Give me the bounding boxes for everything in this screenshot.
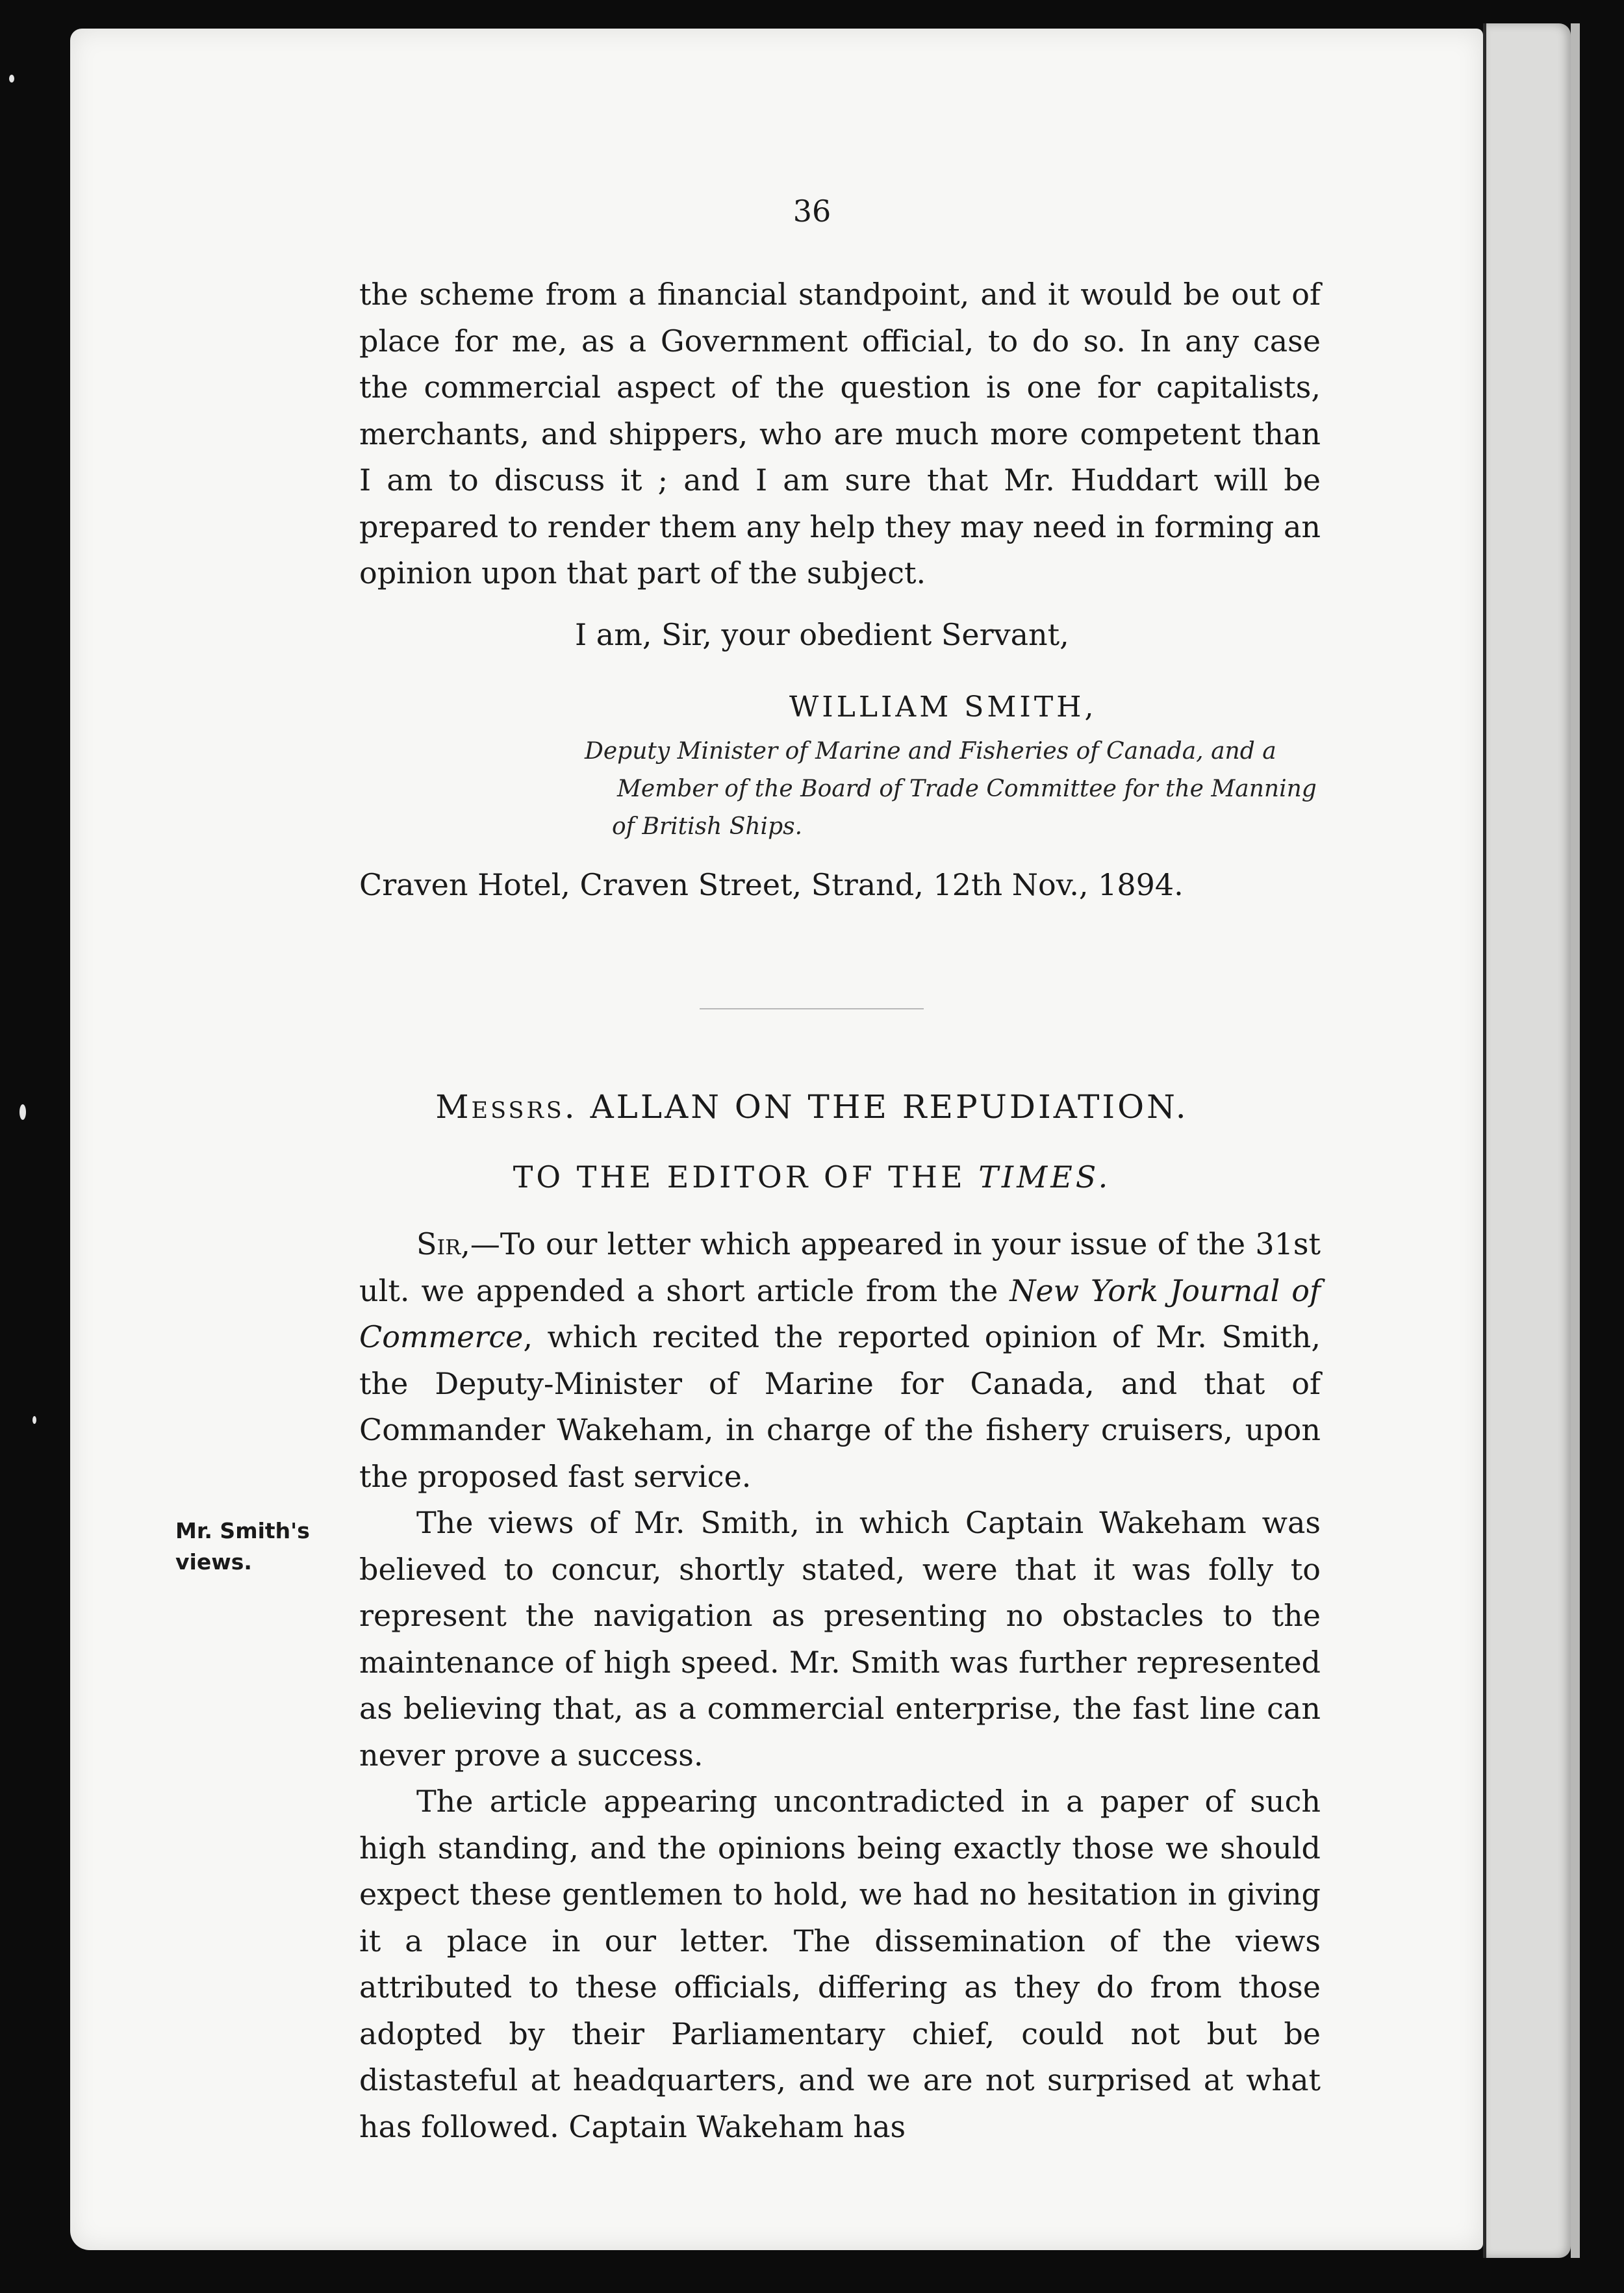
page-number: 36: [793, 194, 831, 229]
margin-note: [175, 1515, 310, 1578]
paragraph: The views of Mr. Smith, in which Captain Wakeham was believed to concur, shortly stated, were that it was folly to represent the navigation as presenting no obstacles to the maintenance of high speed. Mr. Smith was further represented as believing that, as a commercial enterprise, the fast line can never prove a success.: [359, 1505, 1321, 1773]
letter-continuation-text: the scheme from a financial standpoint, and it would be out of place for me, as a Government official, to do so. In any case the commercial aspect of the question is one for capitalists, merchants, and shippers, who are much more competent than I am to discuss it ; and I am sure that Mr. Huddart will be prepared to render them any help they may need in forming an opinion upon that part of the subject.: [359, 277, 1321, 590]
speck: [32, 1416, 36, 1424]
subheading-italic: TIMES.: [978, 1159, 1111, 1195]
signatory-title-line: Deputy Minister of Marine and Fisheries of Canada, and a: [585, 738, 1276, 765]
page-edge: [1483, 23, 1571, 2258]
margin-note-line: views.: [175, 1549, 252, 1575]
letter-address: Craven Hotel, Craven Street, Strand, 12th Nov., 1894.: [359, 867, 1184, 902]
paragraph: The article appearing uncontradicted in a paper of such high standing, and the opinions being exactly those we should expect these gentlemen to hold, we had no hesitation in giving it a place in our letter. The dissemination of the views attributed to these officials, differing as they do from those adopted by their Parliamentary chief, could not but be distasteful at headquarters, and we are not surprised at what has followed. Captain Wakeham has: [359, 1784, 1321, 2144]
section-divider: [700, 1008, 924, 1009]
signatory-title-line: of British Ships.: [612, 813, 803, 840]
speck: [9, 75, 14, 82]
section-heading-prefix: Messrs.: [435, 1088, 577, 1126]
letter-continuation: [359, 272, 1321, 597]
margin-note-line: Mr. Smith's: [175, 1518, 310, 1543]
signatory-name: WILLIAM SMITH,: [789, 690, 1097, 724]
paragraph-text: —To our letter which appeared in your issue of the 31st ult. we appended a short article from the: [359, 1226, 1321, 1308]
section-subheading: [0, 1159, 1624, 1195]
paragraph: [359, 1221, 1321, 1500]
newspaper-title: New York Journal of Commerce: [359, 1273, 1321, 1354]
page-edge-strip: [1571, 23, 1580, 2258]
section-heading-text: ALLAN ON THE REPUDIATION.: [590, 1088, 1189, 1126]
signatory-title-line: Member of the Board of Trade Committee for the Manning: [617, 776, 1317, 802]
section-heading: [0, 1088, 1624, 1126]
letter-body: [359, 1221, 1321, 2150]
salutation: Sir,: [416, 1226, 470, 1261]
subheading-text: TO THE EDITOR OF THE: [513, 1159, 966, 1195]
signatory-title: [585, 733, 1322, 846]
valediction: I am, Sir, your obedient Servant,: [575, 617, 1069, 652]
paragraph-text: , which recited the reported opinion of Mr. Smith, the Deputy-Minister of Marine for Canada, and that of Commander Wakeham, in charge of the fishery cruisers, upon the proposed fast service.: [359, 1319, 1321, 1494]
